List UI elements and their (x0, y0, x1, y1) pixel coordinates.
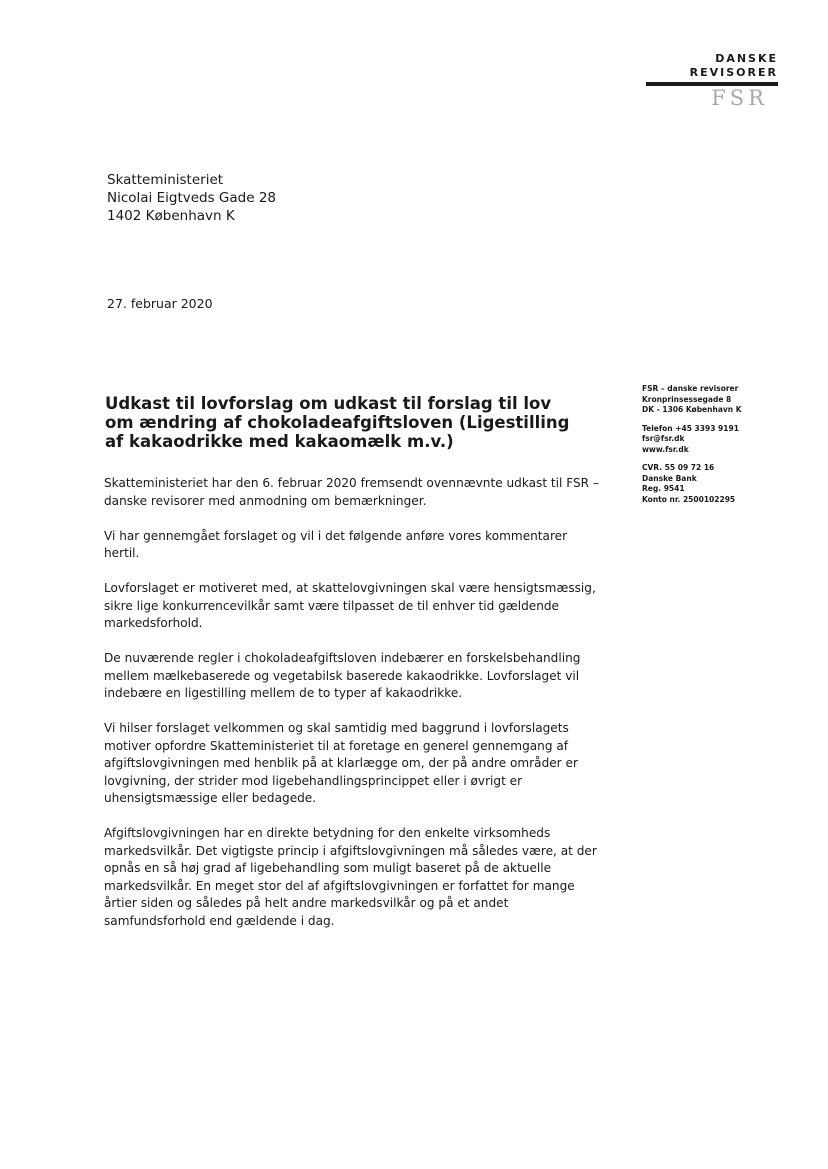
sender-email: fsr@fsr.dk (642, 434, 685, 443)
fsr-logo (640, 52, 778, 112)
sender-street: Kronprinsessegade 8 (642, 394, 732, 404)
logo-text-revisorer: REVISORER (689, 66, 778, 79)
body-paragraph: Afgiftslovgivningen har en direkte betydning for den enkelte virksomheds markedsvilkår. Det vigtigste princip i afgiftslovgivningen må således være, at der opnås en så høj grad af ligebehandling som muligt baseret på de aktuelle markedsvilkår. En meget stor del af afgiftslovgivningen er forfattet for mange årtier siden og således på helt andre markedsvilkår og på et andet samfundsforhold end gældende i dag. (104, 826, 597, 928)
sender-reg: Reg. 9541 (642, 484, 685, 493)
sender-web: www.fsr.dk (642, 444, 689, 454)
recipient-address (107, 171, 276, 225)
sender-info (642, 384, 782, 513)
letter-body (104, 475, 604, 948)
sender-contact-block (642, 424, 782, 456)
letter-date: 27. februar 2020 (107, 296, 213, 311)
body-paragraph: Vi hilser forslaget velkommen og skal samtidig med baggrund i lovforslagets motiver opfordre Skatteministeriet til at foretage en generel gennemgang af afgiftslovgivningen med henblik på at klarlægge om, der på andre områder er lovgivning, der strider mod ligebehandlingsprincippet eller i øvrigt er uhensigtsmæssige eller bedagede. (104, 721, 578, 805)
sender-cvr: CVR. 55 09 72 16 (642, 463, 715, 472)
sender-account: Konto nr. 2500102295 (642, 494, 736, 504)
body-paragraph: Skatteministeriet har den 6. februar 2020 fremsendt ovennævnte udkast til FSR – danske revisorer med anmodning om bemærkninger. (104, 476, 599, 508)
recipient-street: Nicolai Eigtveds Gade 28 (107, 190, 277, 206)
body-paragraph: De nuværende regler i chokoladeafgiftsloven indebærer en forskelsbehandling mellem mælkebaserede og vegetabilsk baserede kakaodrikke. Lovforslaget vil indebære en ligestilling mellem de to typer af kakaodrikke. (104, 651, 581, 700)
recipient-city: 1402 København K (107, 208, 235, 224)
sender-org: FSR – danske revisorer (642, 384, 739, 393)
sender-address-block (642, 384, 782, 416)
logo-mark-fsr: FSR (711, 86, 768, 110)
sender-city: DK - 1306 København K (642, 405, 742, 414)
body-paragraph: Lovforslaget er motiveret med, at skattelovgivningen skal være hensigtsmæssig, sikre lige konkurrencevilkår samt være tilpasset de til enhver tid gældende markedsforhold. (104, 581, 596, 630)
sender-bank: Danske Bank (642, 473, 697, 483)
sender-phone: Telefon +45 3393 9191 (642, 423, 739, 433)
letter-title: Udkast til lovforslag om udkast til forslag til lov om ændring af chokoladeafgiftsloven (Ligestilling af kakaodrikke med kakaomælk m.v.) (105, 394, 570, 451)
sender-bank-block (642, 463, 782, 505)
recipient-name: Skatteministeriet (107, 172, 224, 188)
logo-text-danske: DANSKE (715, 52, 778, 65)
body-paragraph: Vi har gennemgået forslaget og vil i det følgende anføre vores kommentarer hertil. (104, 528, 568, 560)
